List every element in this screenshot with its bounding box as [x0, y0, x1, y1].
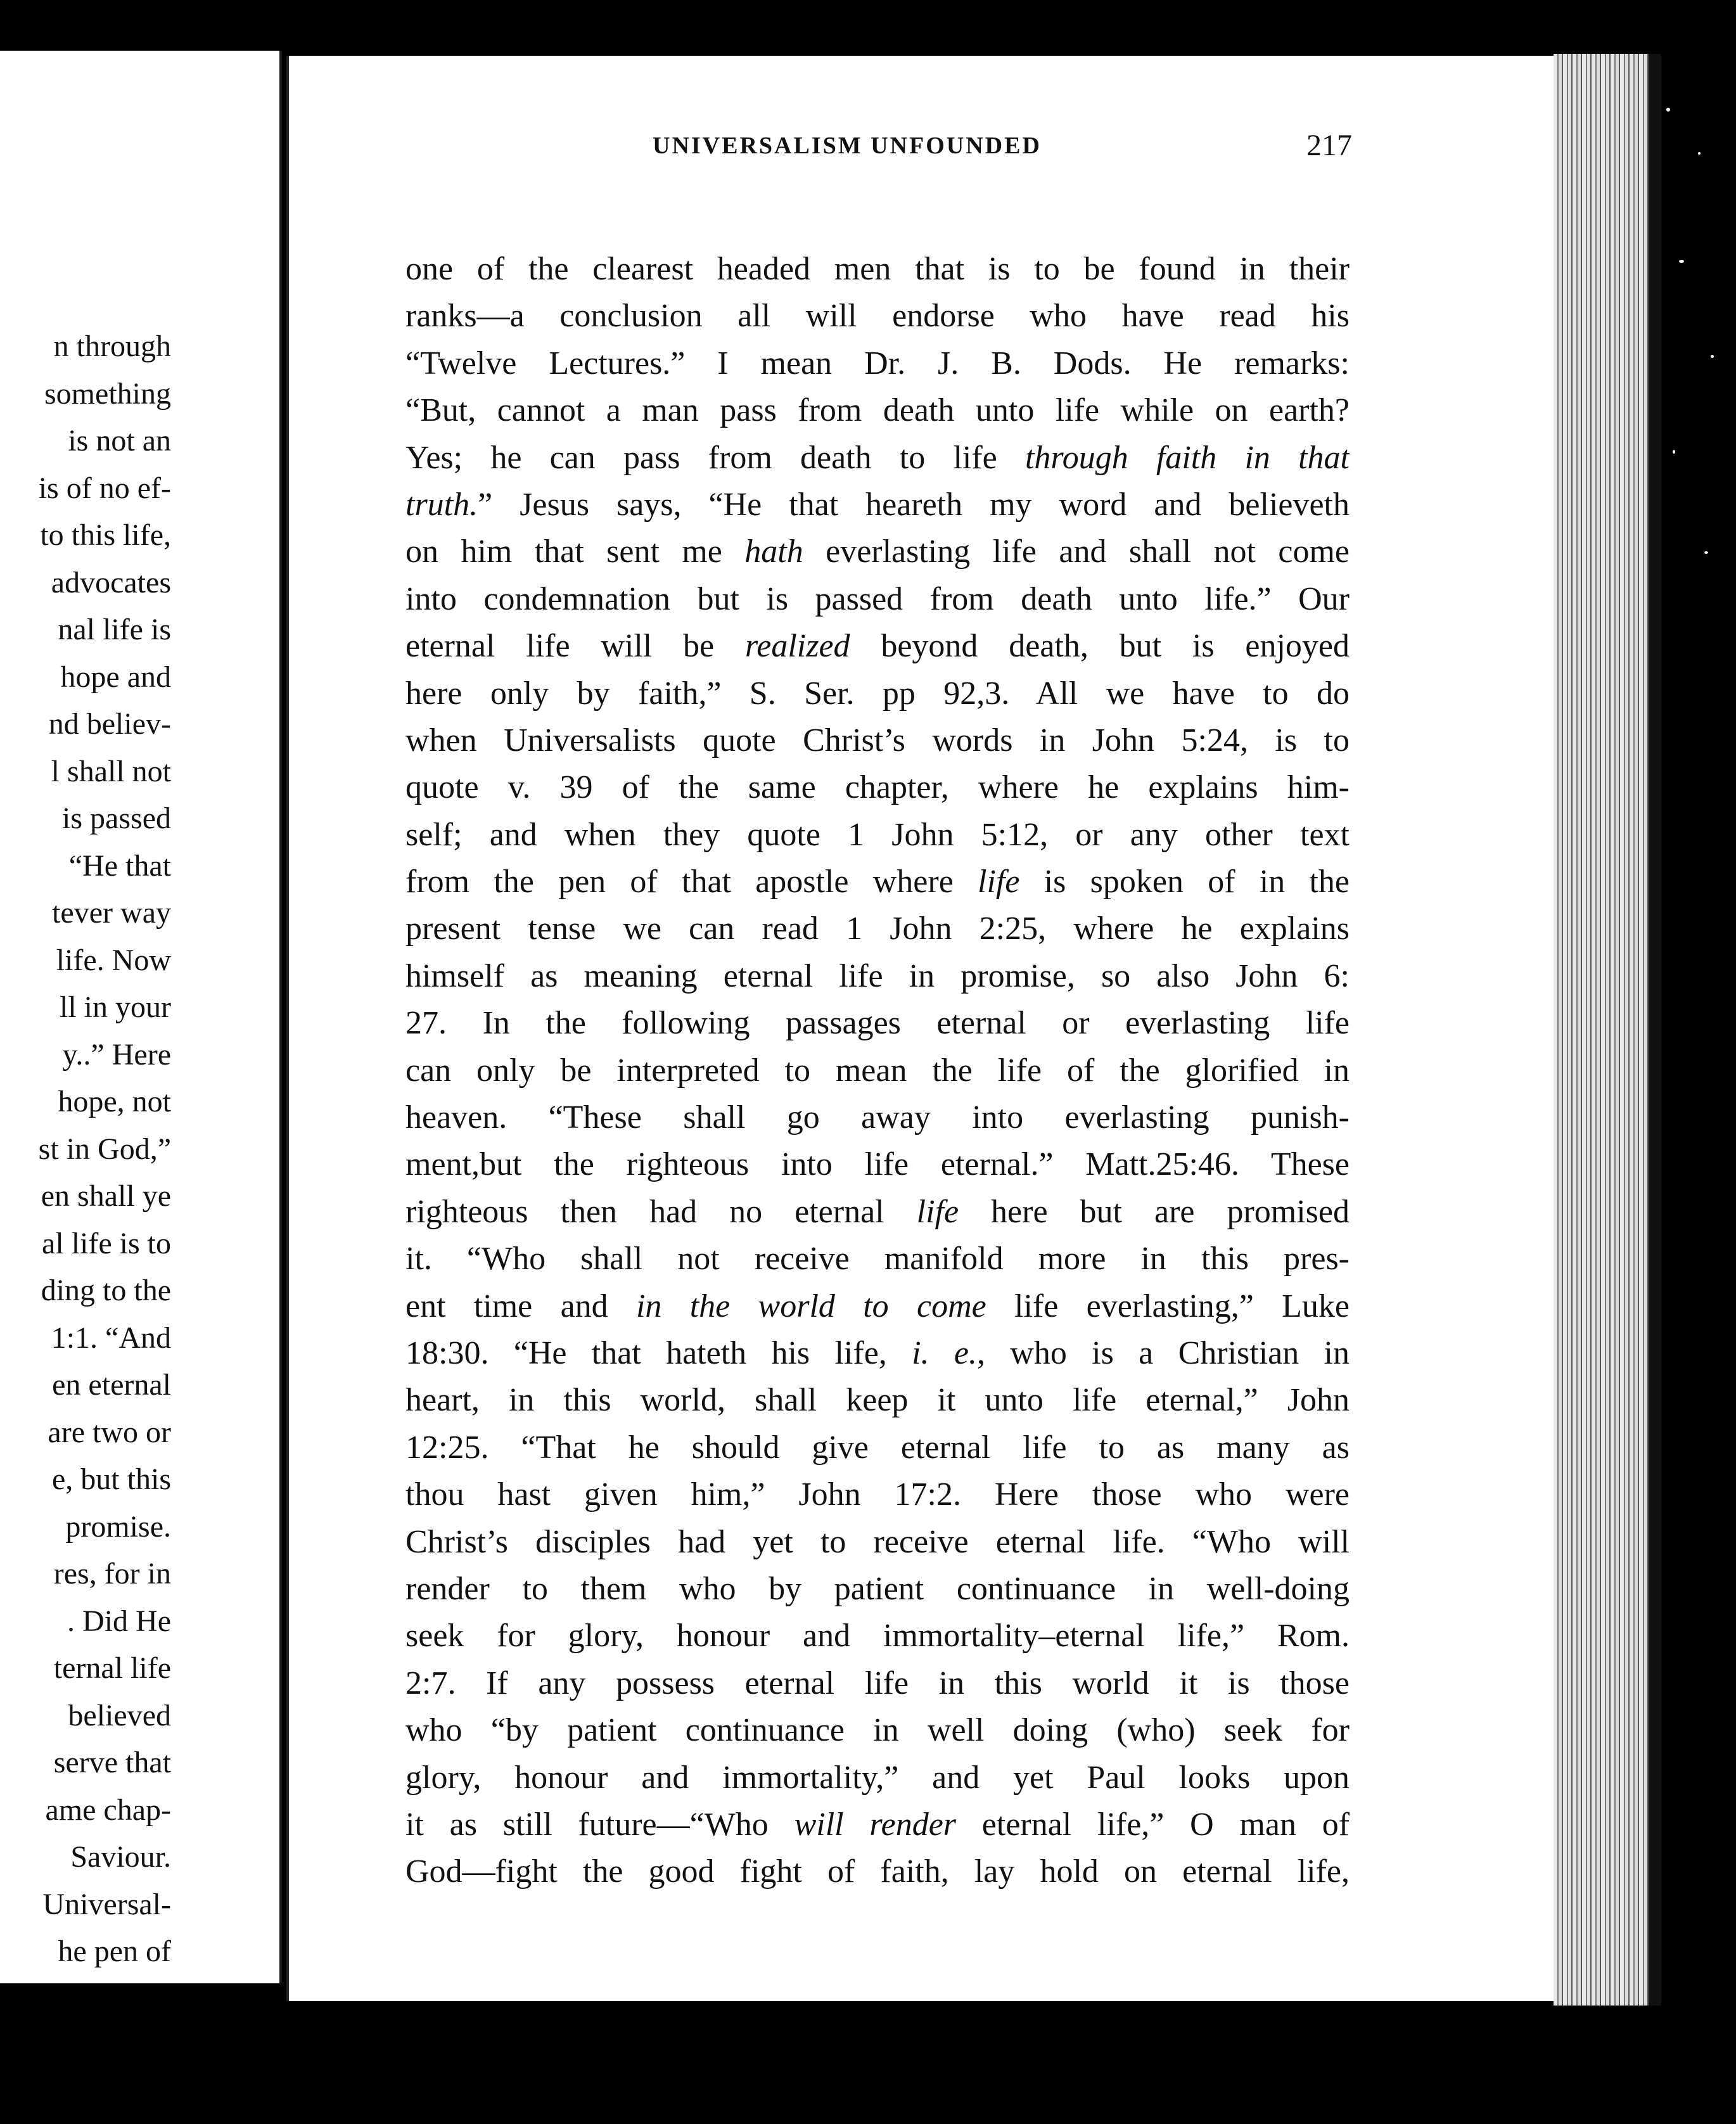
- text-line: [405, 1047, 1350, 1094]
- text-segment: thou hast given him,” John 17:2. Here those who were: [405, 1476, 1350, 1513]
- text-segment: life everlasting,” Luke: [986, 1288, 1350, 1324]
- left-facing-page: [0, 51, 282, 1983]
- left-page-line: to this life,: [40, 518, 171, 552]
- text-line: [405, 1141, 1350, 1188]
- page-number: 217: [1306, 129, 1352, 162]
- text-segment: Christ’s disciples had yet to receive eternal life. “Who will: [405, 1523, 1350, 1560]
- text-line: [405, 435, 1350, 482]
- italic-text: in the world to come: [635, 1288, 986, 1324]
- text-segment: God—fight the good fight of faith, lay hold on eternal life,: [405, 1853, 1350, 1890]
- text-segment: can only be interpreted to mean the life of the glorified in: [405, 1052, 1350, 1089]
- text-line: [405, 623, 1350, 670]
- text-segment: here only by faith,” S. Ser. pp 92,3. All we have to do: [405, 675, 1350, 712]
- text-segment: from the pen of that apostle where: [405, 864, 978, 900]
- left-page-line: 1:1. “And: [51, 1321, 171, 1355]
- text-segment: eternal life,” O man of: [956, 1806, 1350, 1843]
- text-segment: everlasting life and shall not come: [803, 534, 1350, 570]
- text-segment: himself as meaning eternal life in promise, so also John 6:: [405, 957, 1350, 994]
- left-page-line: ll in your: [60, 990, 171, 1024]
- left-page-line: tever way: [52, 896, 171, 930]
- left-page-line: he pen of: [58, 1935, 171, 1968]
- left-page-line: are two or: [48, 1415, 171, 1449]
- text-segment: heaven. “These shall go away into everlasting punish-: [405, 1099, 1350, 1136]
- text-line: [405, 1519, 1350, 1566]
- text-segment: beyond death, but is enjoyed: [850, 628, 1350, 665]
- left-page-line: nal life is: [58, 613, 171, 646]
- text-segment: quote v. 39 of the same chapter, where he explains him-: [405, 769, 1350, 806]
- left-page-line: believed: [68, 1698, 171, 1732]
- text-segment: ranks—a conclusion all will endorse who have read his: [405, 298, 1350, 335]
- text-segment: render to them who by patient continuance in well-doing: [405, 1570, 1350, 1607]
- text-line: [405, 1424, 1350, 1471]
- text-line: [405, 1283, 1350, 1330]
- scan-noise: [1660, 95, 1730, 602]
- italic-text: life: [978, 864, 1020, 900]
- text-line: [405, 670, 1350, 717]
- running-head: [361, 127, 1352, 165]
- text-line: [405, 812, 1350, 859]
- text-line: [405, 387, 1350, 434]
- left-page-line: Universal-: [42, 1887, 171, 1921]
- left-page-line: en shall ye: [41, 1179, 171, 1213]
- text-segment: it. “Who shall not receive manifold more in this pres-: [405, 1241, 1350, 1277]
- italic-text: will render: [794, 1806, 957, 1843]
- body-text: [405, 246, 1350, 1896]
- left-page-line: “He that: [68, 848, 171, 883]
- text-line: [405, 528, 1350, 575]
- text-segment: righteous then had no eternal: [405, 1193, 917, 1230]
- left-page-line: en eternal: [52, 1368, 171, 1402]
- text-segment: Yes; he can pass from death to life: [405, 439, 1025, 476]
- left-page-text-fragments: [0, 323, 171, 1976]
- text-segment: ” Jesus says, “He that heareth my word and believeth: [478, 486, 1350, 523]
- running-head-title: UNIVERSALISM UNFOUNDED: [653, 132, 1042, 159]
- text-segment: “But, cannot a man pass from death unto life while on earth?: [405, 392, 1350, 429]
- text-line: [405, 246, 1350, 293]
- page-edges: [1554, 54, 1649, 2006]
- left-page-line: is not an: [68, 424, 171, 457]
- text-line: [405, 1707, 1350, 1754]
- left-page-line: Saviour.: [70, 1840, 171, 1874]
- left-page-line: something: [44, 376, 171, 411]
- text-line: [405, 1848, 1350, 1895]
- text-segment: heart, in this world, shall keep it unto life eternal,” John: [405, 1382, 1350, 1419]
- text-line: [405, 1660, 1350, 1707]
- left-page-line: promise.: [65, 1509, 171, 1544]
- left-page-line: ame chap-: [45, 1793, 171, 1827]
- left-page-line: al life is to: [42, 1226, 171, 1260]
- left-page-line: . Did He: [67, 1604, 171, 1638]
- text-segment: on him that sent me: [405, 534, 745, 570]
- text-segment: 12:25. “That he should give eternal life to as many as: [405, 1429, 1350, 1466]
- italic-text: hath: [744, 534, 803, 570]
- left-page-line: e, but this: [52, 1462, 171, 1496]
- text-segment: ment,but the righteous into life eternal.” Matt.25:46. These: [405, 1146, 1350, 1183]
- text-line: [405, 1094, 1350, 1141]
- text-segment: glory, honour and immortality,” and yet Paul looks upon: [405, 1759, 1350, 1796]
- text-segment: when Universalists quote Christ’s words in John 5:24, is to: [405, 722, 1350, 758]
- text-line: [405, 1000, 1350, 1047]
- text-segment: ent time and: [405, 1288, 636, 1324]
- left-page-line: nd believ-: [48, 707, 171, 741]
- left-page-line: l shall not: [51, 754, 171, 788]
- gutter-shadow: [279, 51, 282, 1983]
- text-line: [405, 859, 1350, 905]
- text-line: [405, 340, 1350, 387]
- text-segment: “Twelve Lectures.” I mean Dr. J. B. Dods. He remarks:: [405, 345, 1350, 381]
- left-page-line: hope and: [60, 660, 171, 694]
- text-line: [405, 293, 1350, 340]
- text-segment: is spoken of in the: [1019, 864, 1350, 900]
- left-page-line: ding to the: [41, 1274, 171, 1307]
- text-segment: here but are promised: [959, 1193, 1350, 1230]
- text-segment: present tense we can read 1 John 2:25, where he explains: [405, 911, 1350, 947]
- text-line: [405, 482, 1350, 528]
- text-line: [405, 1471, 1350, 1518]
- text-line: [405, 1377, 1350, 1424]
- text-segment: seek for glory, honour and immortality–eternal life,” Rom.: [405, 1618, 1350, 1654]
- italic-text: through faith in that: [1024, 439, 1350, 476]
- text-segment: into condemnation but is passed from death unto life.” Our: [405, 580, 1350, 617]
- text-segment: , who is a Christian in: [976, 1334, 1350, 1371]
- text-segment: self; and when they quote 1 John 5:12, or any other text: [405, 816, 1350, 853]
- text-segment: 18:30. “He that hateth his life,: [405, 1334, 912, 1371]
- text-segment: it as still future—“Who: [405, 1806, 795, 1843]
- left-page-line: serve that: [53, 1746, 171, 1779]
- left-page-line: advocates: [51, 565, 171, 599]
- left-page-line: st in God,”: [38, 1132, 171, 1166]
- text-line: [405, 1566, 1350, 1613]
- left-page-line: ternal life: [53, 1651, 171, 1685]
- italic-text: realized: [744, 628, 850, 665]
- text-segment: 2:7. If any possess eternal life in this world it is those: [405, 1665, 1350, 1701]
- left-page-line: life. Now: [56, 943, 171, 977]
- italic-text: truth.: [405, 486, 478, 523]
- text-line: [405, 1755, 1350, 1801]
- text-line: [405, 1801, 1350, 1848]
- text-line: [405, 1189, 1350, 1236]
- left-page-line: res, for in: [53, 1557, 171, 1590]
- left-page-line: is of no ef-: [38, 471, 171, 505]
- text-segment: 27. In the following passages eternal or everlasting life: [405, 1005, 1350, 1042]
- text-line: [405, 1236, 1350, 1283]
- italic-text: life: [916, 1193, 959, 1230]
- left-page-line: is passed: [62, 802, 171, 835]
- text-line: [405, 764, 1350, 811]
- text-line: [405, 905, 1350, 952]
- text-segment: one of the clearest headed men that is to be found in their: [405, 251, 1350, 287]
- text-line: [405, 1613, 1350, 1660]
- left-page-line: n through: [53, 329, 171, 363]
- text-line: [405, 953, 1350, 1000]
- italic-text: i. e.: [912, 1334, 977, 1371]
- left-page-line: hope, not: [58, 1085, 171, 1118]
- left-page-line: y..” Here: [62, 1037, 171, 1072]
- text-line: [405, 717, 1350, 764]
- text-line: [405, 1330, 1350, 1377]
- text-segment: who “by patient continuance in well doing (who) seek for: [405, 1712, 1350, 1749]
- text-line: [405, 576, 1350, 623]
- text-segment: eternal life will be: [405, 628, 745, 665]
